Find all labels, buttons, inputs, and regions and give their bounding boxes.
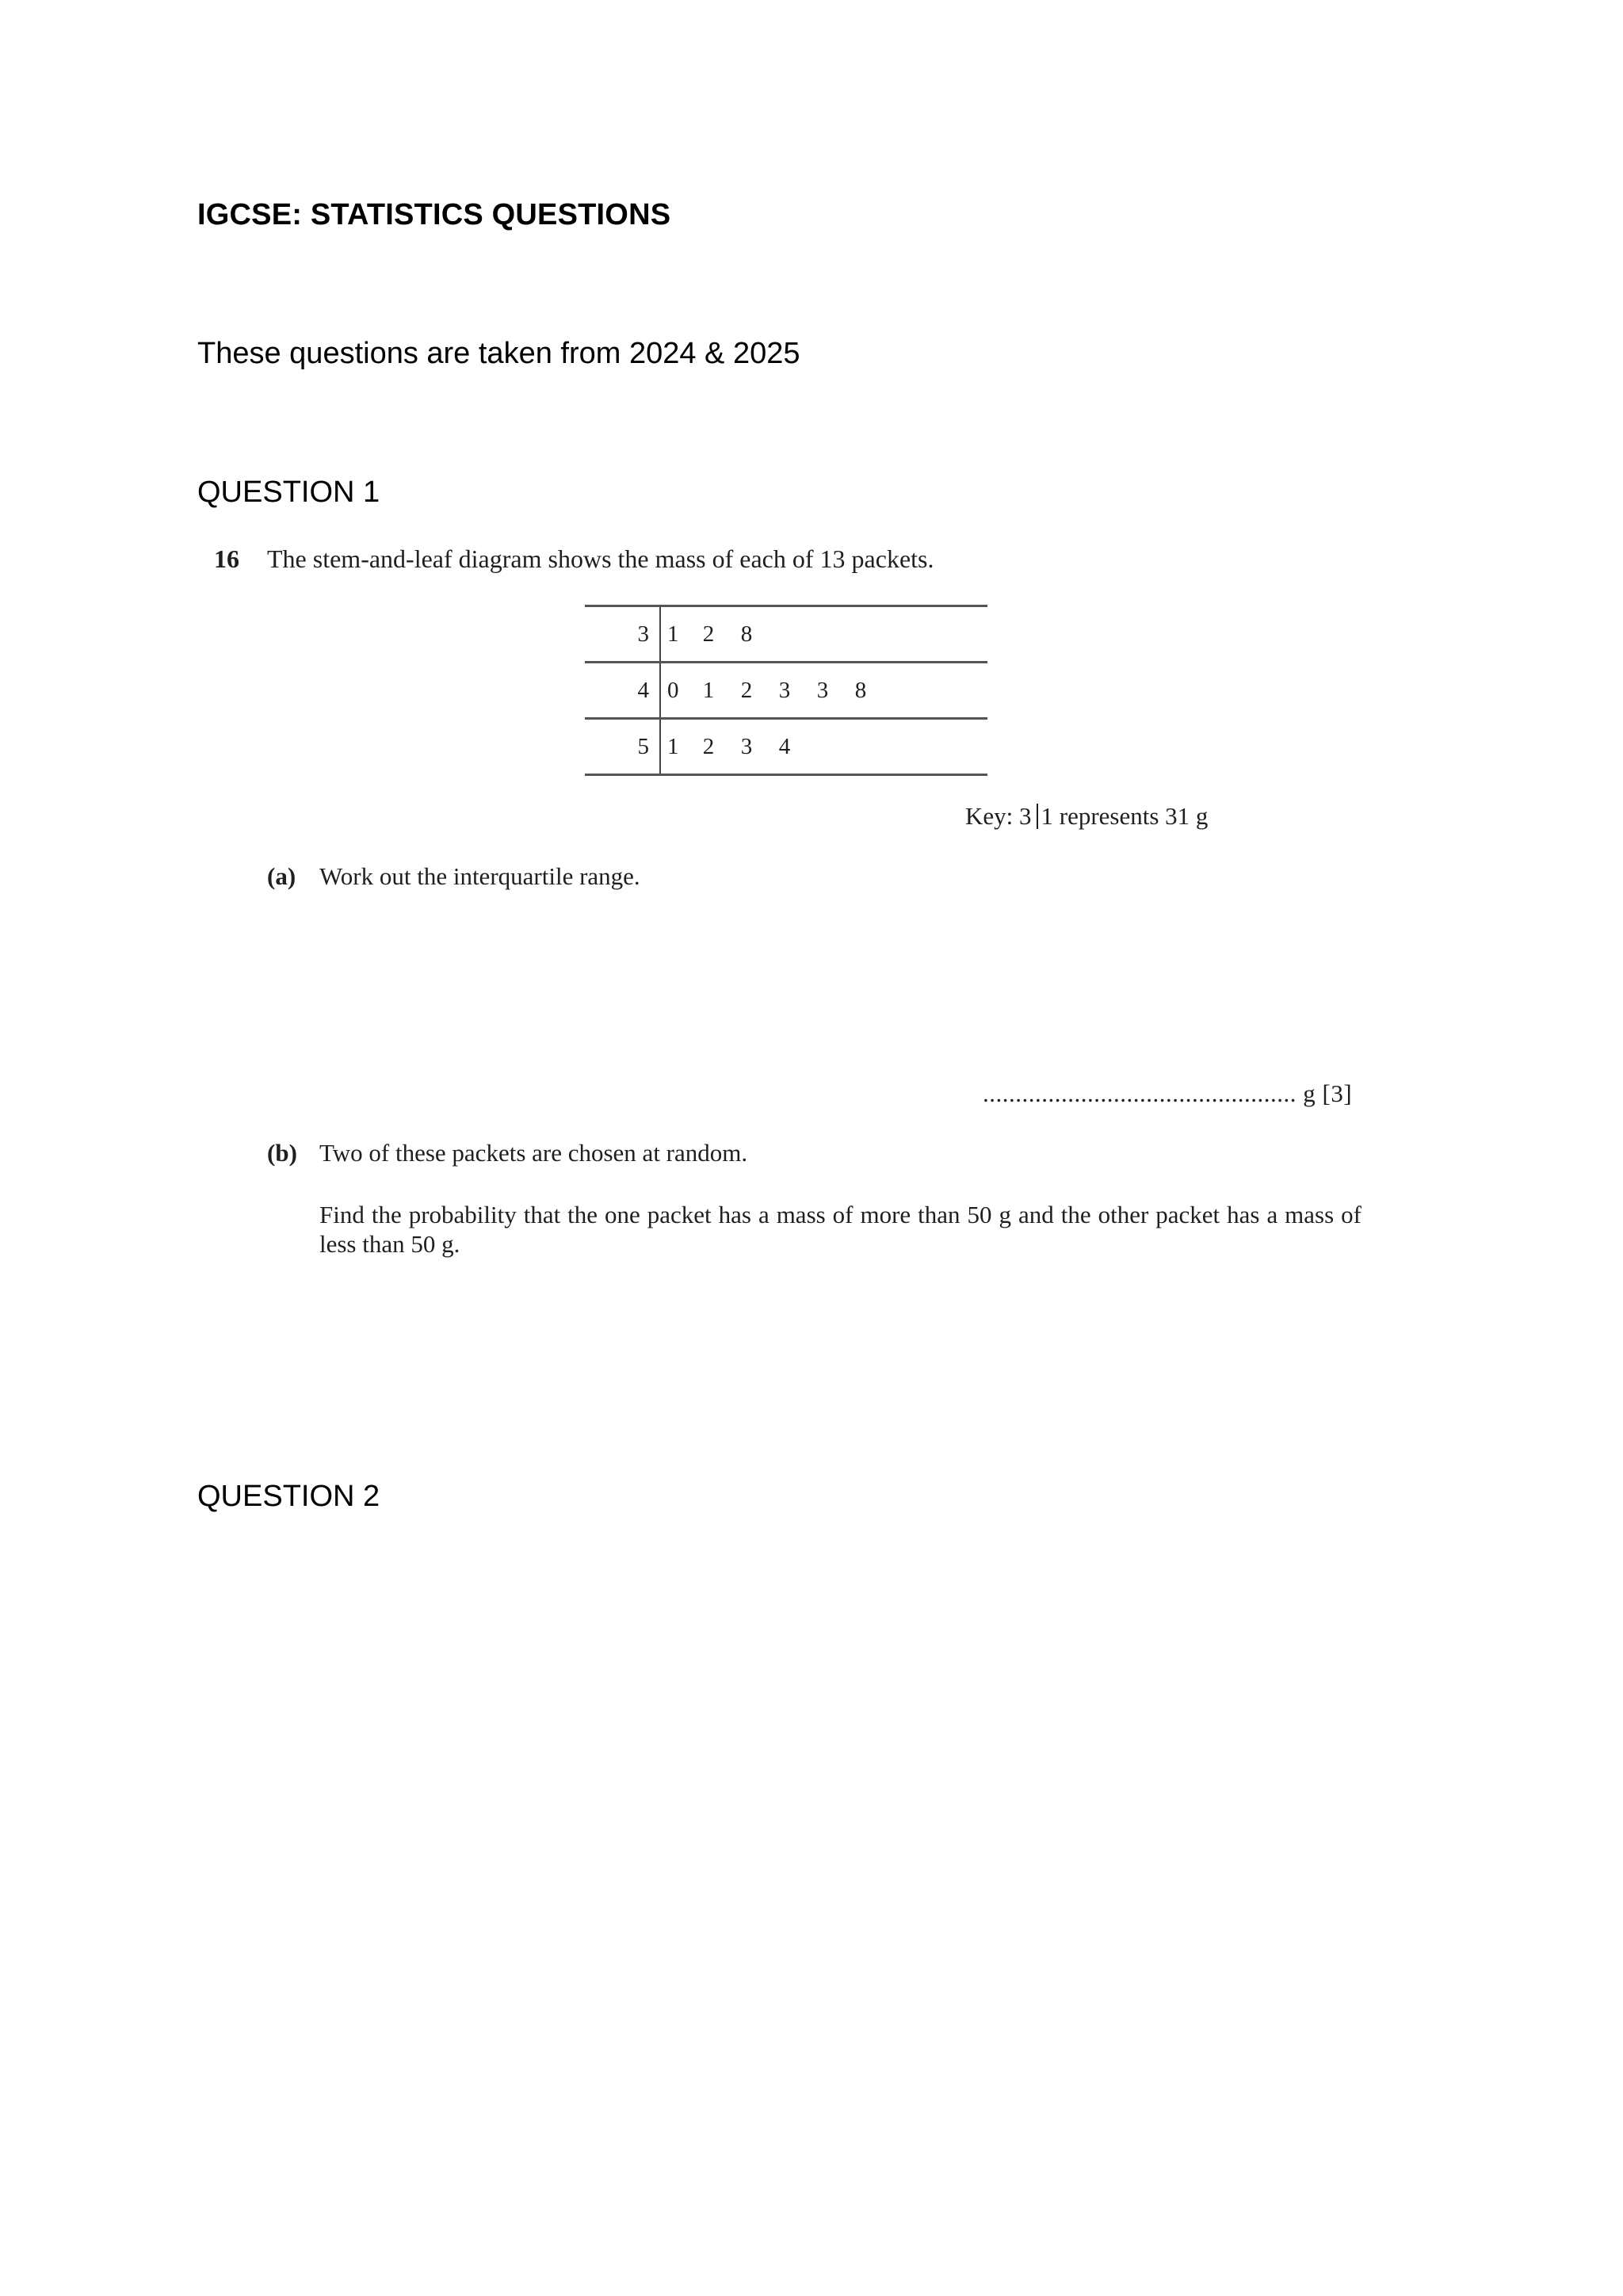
leaf-group [661,607,766,661]
part-b-text: Two of these packets are chosen at random. [319,1139,748,1167]
leaf-group [661,663,880,717]
leaf-value: 2 [702,734,715,759]
part-a-text: Work out the interquartile range. [319,862,640,890]
leaf-group [661,720,804,774]
leaf-value: 1 [667,734,679,759]
key-divider [1037,804,1038,829]
question-1-heading: QUESTION 1 [197,476,380,509]
key-prefix: Key: 3 [965,802,1032,830]
question-number: 16 [214,544,239,573]
leaf-value: 0 [667,678,679,703]
stem-leaf-row [585,607,987,663]
key-suffix: 1 represents 31 g [1041,802,1209,830]
leaf-value: 1 [667,621,679,647]
leaf-value: 8 [854,678,867,703]
intro-text: These questions are taken from 2024 & 2025 [197,337,800,370]
part-a-answer-line: ................................................ g [3] [983,1079,1353,1107]
question-2-heading: QUESTION 2 [197,1480,380,1513]
leaf-value: 1 [702,678,715,703]
leaf-value: 8 [740,621,753,647]
leaf-value: 3 [816,678,829,703]
leaf-value: 2 [740,678,753,703]
stem-value: 4 [585,663,661,717]
leaf-value: 3 [740,734,753,759]
stem-leaf-row [585,663,987,720]
part-a-label: (a) [267,862,296,890]
leaf-value: 2 [702,621,715,647]
leaf-value: 3 [778,678,791,703]
part-b-label: (b) [267,1139,297,1167]
stem-value: 5 [585,720,661,774]
stem-and-leaf-diagram [585,605,987,776]
document-title: IGCSE: STATISTICS QUESTIONS [197,198,671,231]
question-intro: The stem-and-leaf diagram shows the mass of each of 13 packets. [267,544,934,573]
diagram-key [965,802,1208,831]
leaf-value: 4 [778,734,791,759]
stem-leaf-row [585,720,987,776]
stem-value: 3 [585,607,661,661]
part-b-instruction: Find the probability that the one packet has a mass of more than 50 g and the other packet has a mass of less than 50 g. [319,1201,1361,1258]
